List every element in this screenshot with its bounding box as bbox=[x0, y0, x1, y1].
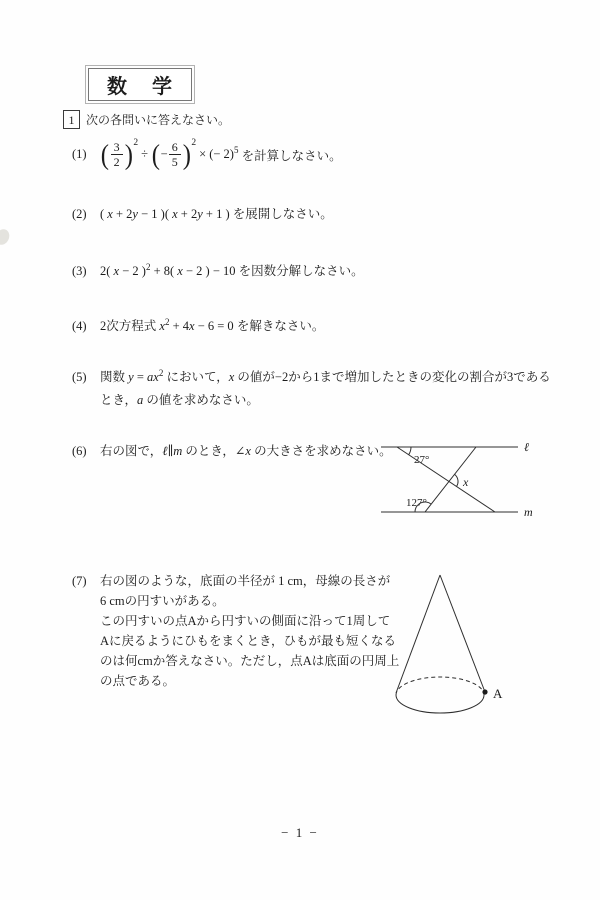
open-paren: ( bbox=[151, 138, 160, 171]
problem-1-label: (1) bbox=[72, 147, 87, 162]
cone-right-slant bbox=[440, 575, 485, 692]
problem-3-instruction: を因数分解しなさい。 bbox=[238, 264, 364, 278]
section-number-box bbox=[63, 110, 80, 129]
problem-1-formula bbox=[100, 137, 342, 171]
problem-7-line3: この円すいの点Aから円すいの側面に沿って1周して bbox=[100, 614, 391, 628]
times-operator: × bbox=[199, 147, 207, 162]
problem-3-formula: 2( x − 2 )$^2$ + 8( x − 2 ) − 10 bbox=[100, 262, 239, 278]
fraction-numerator: 6 bbox=[169, 140, 181, 155]
problem-6-text: 右の図で，ℓ∥m のとき，∠x の大きさを求めなさい。 bbox=[100, 444, 392, 458]
cone-base-back-edge bbox=[396, 677, 484, 695]
scan-artifact bbox=[0, 227, 12, 247]
line-label-l: ℓ bbox=[524, 440, 529, 454]
problem-2 bbox=[72, 204, 333, 222]
base-term: (− 2) bbox=[209, 147, 234, 162]
problem-2-label: (2) bbox=[72, 207, 87, 221]
angle-arc-x bbox=[455, 474, 458, 486]
problem-6 bbox=[72, 441, 392, 459]
cone-left-slant bbox=[396, 575, 440, 693]
fraction-6-5 bbox=[169, 140, 181, 170]
angle-label-x: x bbox=[463, 475, 469, 489]
problem-4-label: (4) bbox=[72, 319, 87, 333]
subject-title: 数 学 bbox=[107, 76, 173, 98]
page-number: − 1 − bbox=[281, 825, 319, 840]
angle-label-27: 27° bbox=[414, 454, 430, 466]
divide-operator: ÷ bbox=[141, 147, 148, 162]
angle-arc-27 bbox=[409, 447, 411, 455]
parallel-lines-figure bbox=[378, 434, 600, 529]
problem-7-label: (7) bbox=[72, 574, 87, 588]
open-paren: ( bbox=[100, 138, 109, 171]
problem-1-instruction: を計算しなさい。 bbox=[238, 148, 342, 163]
transversal-2 bbox=[425, 447, 476, 512]
angle-label-127: 127° bbox=[406, 497, 427, 509]
close-paren: ) bbox=[182, 138, 191, 171]
section-number: 1 bbox=[68, 112, 75, 127]
exponent: 5 bbox=[233, 144, 239, 155]
problem-4 bbox=[72, 316, 324, 334]
fraction-3-2 bbox=[111, 140, 123, 170]
problem-5-label: (5) bbox=[72, 370, 87, 384]
problem-7-line1: 右の図のような，底面の半径が 1 cm，母線の長さが bbox=[100, 574, 391, 588]
problem-4-instruction: を解きなさい。 bbox=[236, 319, 325, 333]
problem-2-formula: ( x + 2y − 1 )( x + 2y + 1 ) bbox=[100, 207, 233, 221]
cone-figure bbox=[383, 564, 523, 724]
fraction-denominator: 2 bbox=[113, 155, 120, 170]
fraction-numerator: 3 bbox=[111, 140, 123, 155]
problem-7 bbox=[72, 571, 400, 691]
point-a-label: A bbox=[493, 686, 503, 701]
close-paren: ) bbox=[124, 138, 133, 171]
minus-sign: − bbox=[160, 147, 168, 162]
problem-4-formula: 2次方程式 $x^2 + 4x - 6 = 0$ bbox=[100, 317, 237, 333]
point-a-dot bbox=[482, 689, 487, 694]
problem-7-line2: 6 cmの円すいがある。 bbox=[100, 594, 225, 608]
line-label-m: m bbox=[524, 505, 533, 519]
problem-7-line4: Aに戻るようにひもをまくとき，ひもが最も短くなる bbox=[100, 634, 397, 648]
subject-title-box bbox=[88, 68, 192, 101]
problem-5 bbox=[72, 366, 551, 411]
problem-2-instruction: を展開しなさい。 bbox=[232, 207, 333, 221]
cone-base-front-edge bbox=[396, 695, 484, 713]
fraction-denominator: 5 bbox=[171, 155, 178, 170]
problem-6-label: (6) bbox=[72, 444, 87, 458]
problem-3-label: (3) bbox=[72, 264, 87, 278]
exponent: 2 bbox=[133, 137, 139, 148]
problem-1 bbox=[72, 137, 342, 171]
problem-5-line2: とき，a の値を求めなさい。 bbox=[100, 393, 259, 407]
problem-7-line5: のは何cmか答えなさい。ただし，点Aは底面の円周上 bbox=[100, 654, 400, 668]
problem-5-line1: 関数 $y = ax^2$ において，x の値が−2から1まで増加したときの変化の割合が3である bbox=[100, 368, 551, 384]
section-prompt: 次の各問いに答えなさい。 bbox=[86, 113, 231, 127]
problem-7-line6: の点である。 bbox=[100, 674, 176, 688]
problem-3 bbox=[72, 261, 364, 279]
exponent: 2 bbox=[191, 137, 197, 148]
